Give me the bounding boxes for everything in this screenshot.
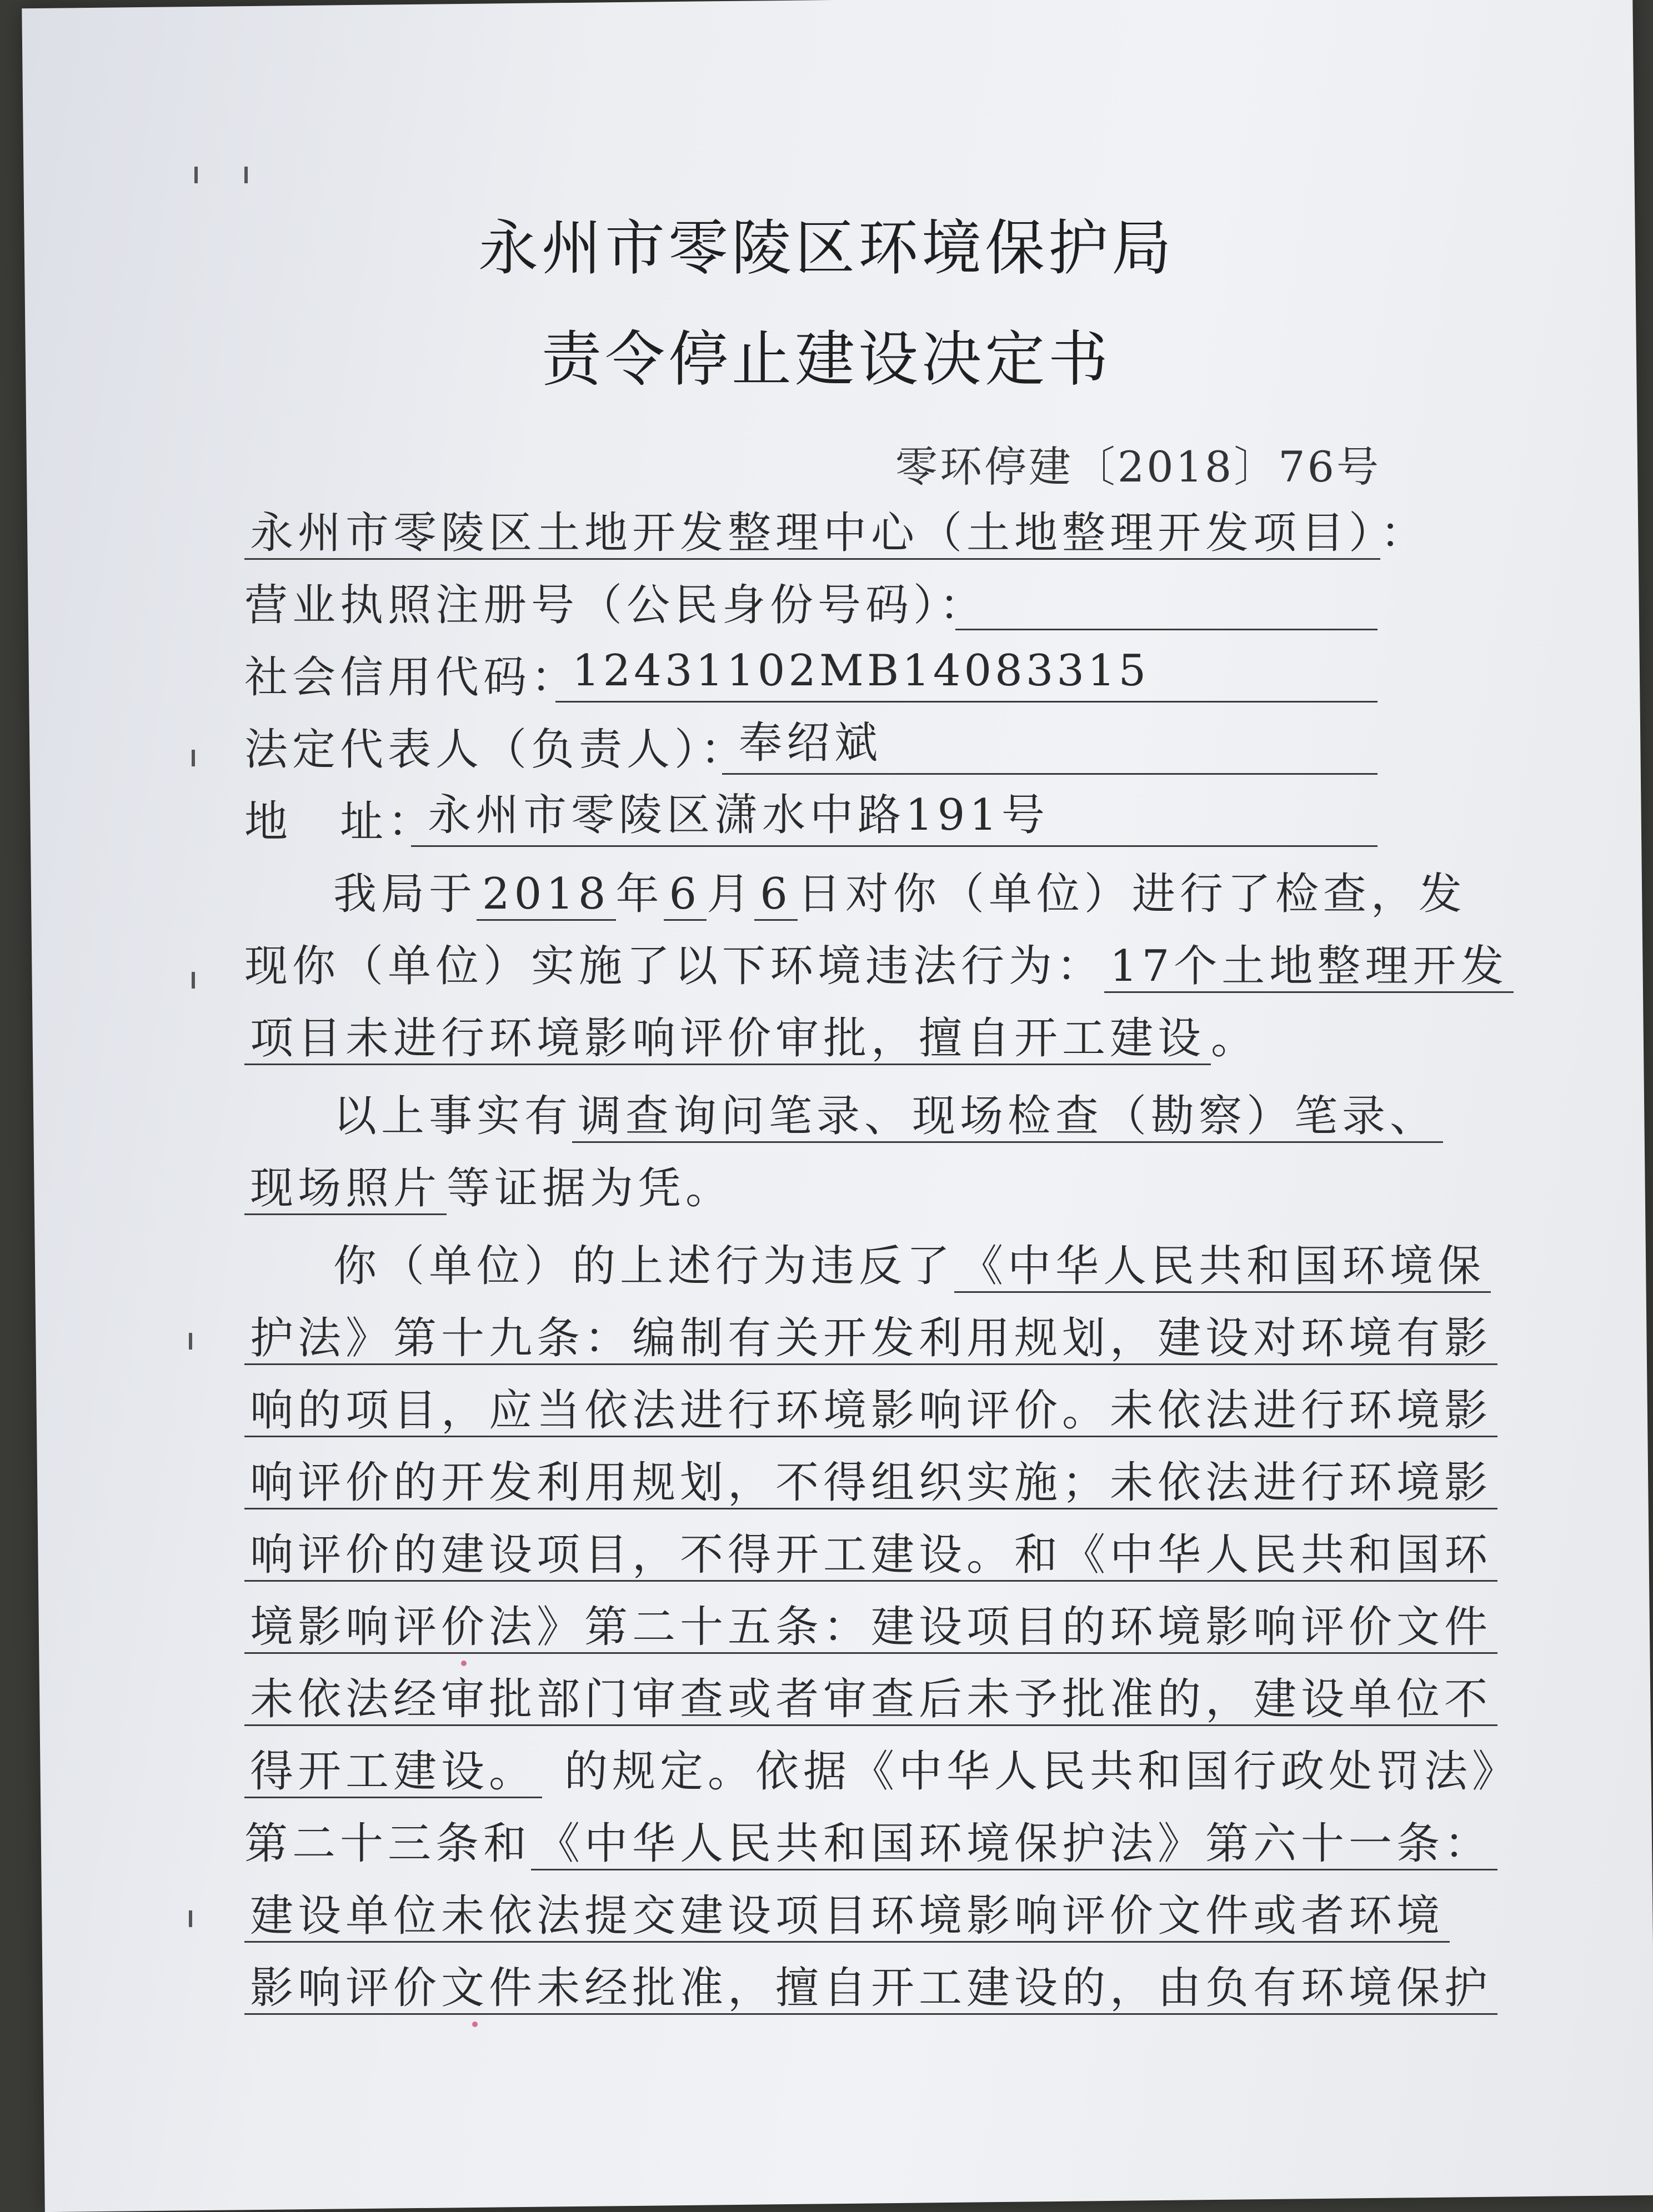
law-text-line-3: 响的项目，应当依法进行环境影响评价。未依法进行环境影 bbox=[244, 1386, 1497, 1437]
p1-text-a: 我局于 bbox=[333, 869, 477, 919]
ink-dot bbox=[472, 2022, 478, 2027]
inspection-month: 6 bbox=[664, 869, 707, 921]
agency-title: 永州市零陵区环境保护局 bbox=[478, 214, 1175, 283]
p3-line4 bbox=[244, 1455, 1492, 1522]
p3-line7 bbox=[244, 1672, 1492, 1738]
document-title: 责令停止建设决定书 bbox=[541, 325, 1111, 394]
address-line bbox=[244, 790, 1378, 861]
license-line bbox=[244, 578, 1378, 644]
margin-mark bbox=[194, 167, 198, 183]
p1-line3 bbox=[244, 1011, 1378, 1077]
rep-field bbox=[722, 718, 1378, 775]
rep-line bbox=[244, 718, 1378, 789]
law-text-line-2: 护法》第十九条：编制有关开发利用规划，建设对环境有影 bbox=[244, 1313, 1497, 1365]
law-ref-1: 《中华人民共和国环境保 bbox=[954, 1241, 1491, 1293]
p3-text-article: 第二十三条和 bbox=[244, 1819, 532, 1869]
evidence-text-2: 现场照片 bbox=[244, 1163, 447, 1215]
margin-mark bbox=[192, 750, 195, 766]
p2-line2 bbox=[244, 1161, 1378, 1227]
p3-line5 bbox=[244, 1527, 1492, 1594]
address-label: 地 址： bbox=[244, 797, 436, 847]
p3-line2 bbox=[244, 1311, 1492, 1377]
p1-text-d: 日对你（单位）进行了检查，发 bbox=[797, 869, 1466, 919]
p1-line2 bbox=[244, 939, 1509, 1005]
p1-text-e: 现你（单位）实施了以下环境违法行为： bbox=[244, 941, 1105, 991]
p3-line11 bbox=[244, 1960, 1492, 2027]
inspection-day: 6 bbox=[754, 869, 798, 921]
p2-text-end: 等证据为凭。 bbox=[447, 1163, 734, 1213]
evidence-text-1: 调查询问笔录、现场检查（勘察）笔录、 bbox=[572, 1091, 1443, 1143]
law-text-line-10: 建设单位未依法提交建设项目环境影响评价文件或者环境 bbox=[244, 1891, 1450, 1943]
credit-value: 12431102MB14083315 bbox=[572, 646, 1150, 696]
license-label: 营业执照注册号（公民身份号码）： bbox=[244, 580, 988, 630]
document-number: 零环停建〔2018〕76号 bbox=[895, 442, 1381, 491]
margin-mark bbox=[189, 1910, 192, 1927]
ink-dot bbox=[461, 1661, 467, 1666]
p3-line9 bbox=[244, 1816, 1492, 1883]
law-text-line-5: 响评价的建设项目，不得开工建设。和《中华人民共和国环 bbox=[244, 1530, 1497, 1582]
license-field bbox=[955, 578, 1378, 630]
law-text-line-11: 影响评价文件未经批准，擅自开工建设的，由负有环境保护 bbox=[244, 1963, 1497, 2015]
credit-field bbox=[555, 646, 1378, 703]
inspection-year: 2018 bbox=[477, 869, 616, 921]
law-text-line-8: 得开工建设。 bbox=[244, 1747, 542, 1798]
p3-line3 bbox=[244, 1383, 1492, 1449]
p3-line1 bbox=[244, 1238, 1486, 1305]
recipient-line bbox=[244, 505, 1429, 572]
law-ref-2: 《中华人民共和国环境保护法》第六十一条： bbox=[531, 1819, 1497, 1870]
rep-label: 法定代表人（负责人）： bbox=[244, 725, 749, 775]
address-value: 永州市零陵区潇水中路191号 bbox=[428, 790, 1049, 840]
law-text-line-7: 未依法经审批部门审查或者审查后未予批准的，建设单位不 bbox=[244, 1674, 1497, 1726]
p2-text-a: 以上事实有 bbox=[333, 1091, 573, 1141]
credit-line bbox=[244, 646, 1378, 716]
p3-text-basis: 的规定。依据《中华人民共和国行政处罚法》 bbox=[564, 1747, 1520, 1797]
p3-line6 bbox=[244, 1599, 1492, 1666]
p1-line1 bbox=[244, 866, 1466, 933]
violation-text-1: 17个土地整理开发 bbox=[1104, 941, 1514, 993]
violation-text-2: 项目未进行环境影响评价审批，擅自开工建设 bbox=[244, 1014, 1211, 1065]
recipient-colon: ： bbox=[1380, 508, 1429, 558]
p1-text-b: 年 bbox=[615, 869, 664, 919]
p1-text-c: 月 bbox=[707, 869, 755, 919]
credit-label: 社会信用代码： bbox=[244, 653, 579, 703]
p2-line1 bbox=[244, 1089, 1438, 1155]
law-text-line-6: 境影响评价法》第二十五条：建设项目的环境影响评价文件 bbox=[244, 1602, 1497, 1654]
margin-mark bbox=[244, 167, 248, 183]
rep-value: 奉绍斌 bbox=[739, 718, 883, 768]
address-field bbox=[411, 790, 1378, 847]
law-text-line-4: 响评价的开发利用规划，不得组织实施；未依法进行环境影 bbox=[244, 1458, 1497, 1509]
recipient-name: 永州市零陵区土地开发整理中心（土地整理开发项目） bbox=[244, 508, 1380, 560]
p3-line8 bbox=[244, 1744, 1520, 1810]
margin-mark bbox=[189, 1333, 192, 1350]
p3-line10 bbox=[244, 1888, 1445, 1955]
margin-mark bbox=[192, 972, 195, 989]
p3-text-a: 你（单位）的上述行为违反了 bbox=[333, 1241, 955, 1291]
p1-text-end: 。 bbox=[1211, 1014, 1259, 1064]
